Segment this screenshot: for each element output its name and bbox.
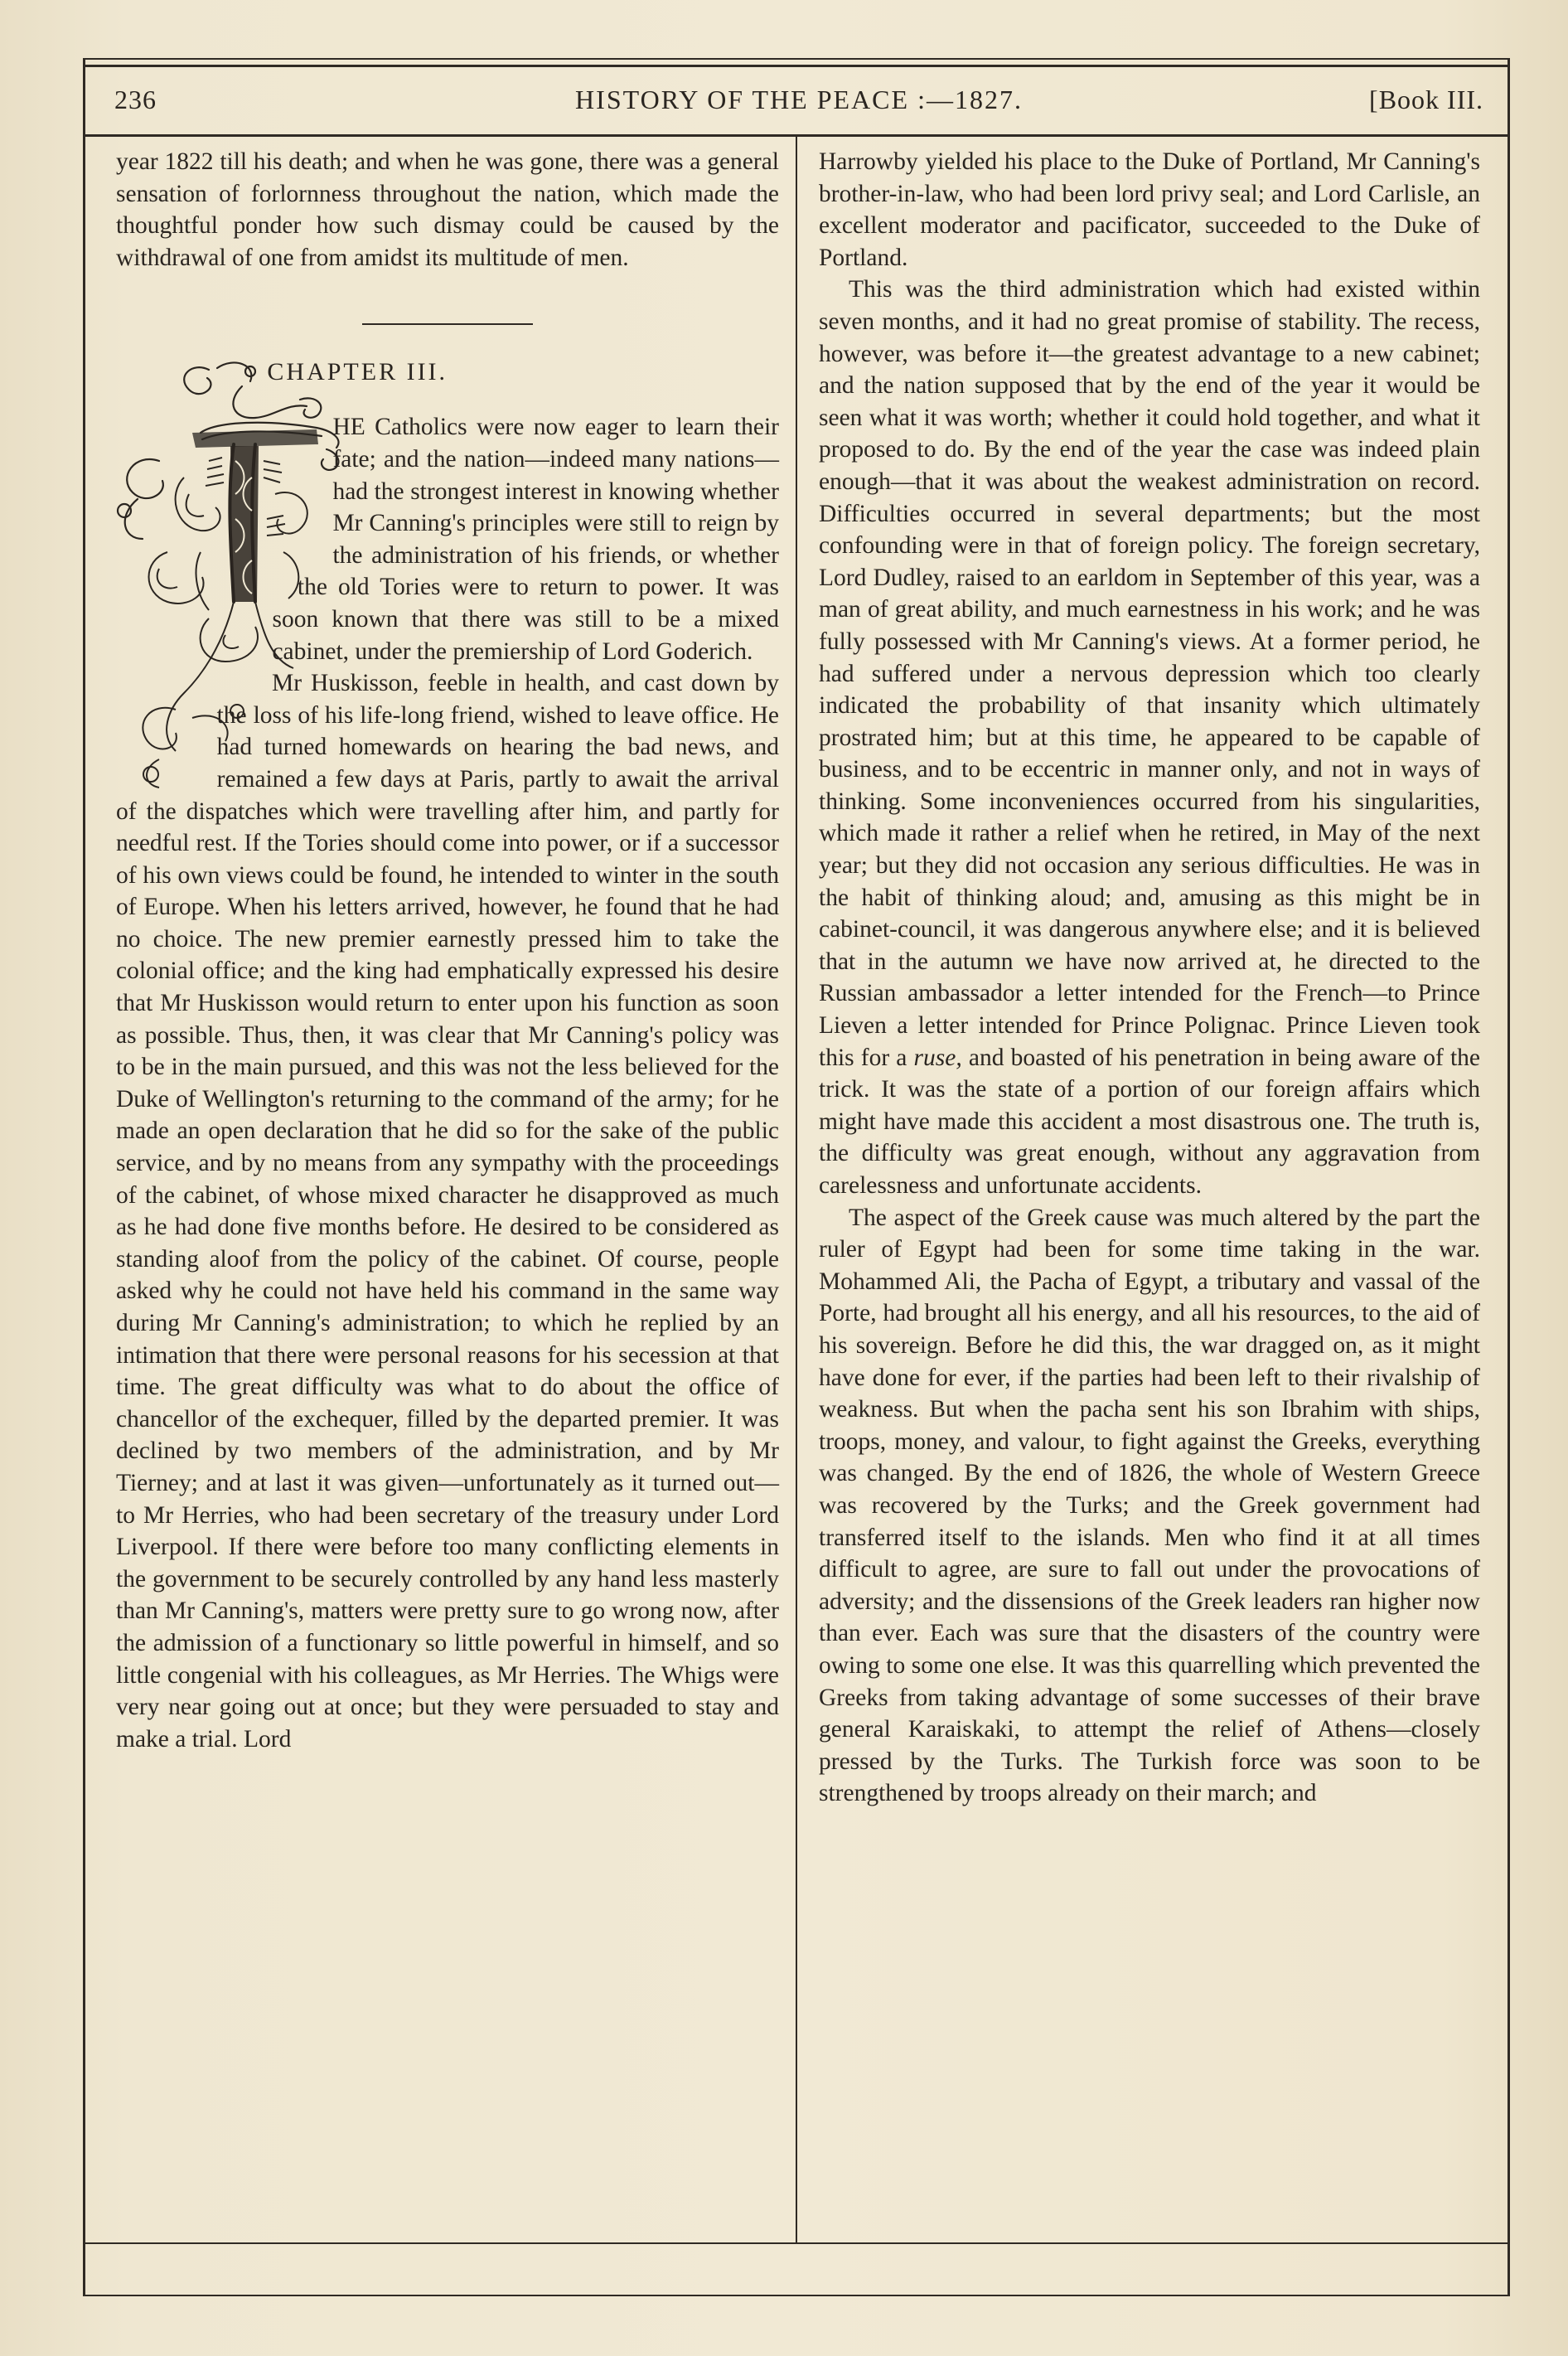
left-column bbox=[116, 146, 779, 1755]
paragraph-text: This was the third administration which had existed within seven months, and it had no great promise of stability. The recess, however, was before it—the greatest advantage to a new cabinet; and the nation supposed that by the end of the year it would be seen what it was worth; whether it could hold together, and what it proposed to do. By the end of the year the case was indeed plain enough—that it was about the weakest administration on record. Difficulties occurred in several departments; but the most confounding were in that of foreign policy. The foreign secretary, Lord Dudley, raised to an earldom in September of this year, was a man of great ability, and much earnestness in his work; and he was fully possessed with Mr Canning's views. At a former period, he had suffered under a nervous depression which too clearly indicated the probability of that insanity which ultimately prostrated him; but at this time, he appeared to be capable of business, and to be eccentric in manner only, and not in ways of thinking. Some inconveniences occurred from his singularities, which made it rather a relief when he retired, in May of the next year; but they did not occasion any serious difficulties. He was in the habit of thinking aloud; and, amusing as this might be in cabinet-council, it was dangerous anywhere else; and it is believed that in the autumn we have now arrived at, he directed to the Russian ambassador a letter intended for the French—to Prince Lieven a letter intended for Prince Polignac. Prince Lieven took this for a bbox=[819, 276, 1480, 1071]
intro-paragraph: year 1822 till his death; and when he was gone, there was a general sensation of forlornness throughout the nation, which made the thoughtful ponder how such dismay could be caused by the withdrawal of one from amidst its multitude of men. bbox=[116, 148, 779, 271]
paragraph-third-administration bbox=[819, 274, 1480, 1201]
paragraph-text-continued: and boasted of his penetration in being aware of the trick. It was the state of a portion of our foreign affairs which might have made this accident a most disastrous one. The truth is, the difficulty was great enough, without any aggravation from carelessness and unfortunate accidents. bbox=[819, 1044, 1480, 1199]
paragraph-harrowby: Harrowby yielded his place to the Duke of Portland, Mr Canning's brother-in-law, who had been lord privy seal; and Lord Carlisle, an excellent moderator and pacificator, succeeded to the Duke of Portland. bbox=[819, 148, 1480, 271]
book-label: [Book III. bbox=[1369, 85, 1483, 114]
paragraph-huskisson: Mr Huskisson, feeble in health, and cast down by the loss of his life-long friend, wished to leave office. He had turned homewards on hearing the bad news, and remained a few days at Paris, partly to await the arrival of the dispatches which were travelling after him, and partly for needful rest. If the Tories should come into power, or if a successor of his own views could be found, he intended to winter in the south of Europe. When his letters arrived, however, he found that he had no choice. The new premier earnestly pressed him to take the colonial office; and the king had emphatically expressed his desire that Mr Huskisson would return to enter upon his function as soon as possible. Thus, then, it was clear that Mr Canning's policy was to be in the main pursued, and this was not the less believed for the Duke of Wellington's returning to the command of the army; for he made an open declaration that he did so for the sake of the public service, and by no means from any sympathy with the proceedings of the cabinet, of whose mixed character he disapproved as much as he had done five months before. He desired to be considered as standing aloof from the policy of the cabinet. Of course, people asked why he could not have held his command in the same way during Mr Canning's administration; to which he replied by an intimation that there were personal reasons for his secession at that time. The great difficulty was what to do about the office of chancellor of the exchequer, filled by the departed premier. It was declined by two members of the administration, and by Mr Tierney; and at last it was given—unfortunately as it turned out—to Mr Herries, who had been secretary of the treasury under Lord Liverpool. If there were before too many conflicting elements in the government to be securely controlled by any hand less masterly than Mr Canning's, matters were pretty sure to go wrong now, after the admission of a functionary so little powerful in himself, and so little congenial with his colleagues, as Mr Herries. The Whigs were very near going out at once; but they were persuaded to stay and make a trial. Lord bbox=[116, 670, 779, 1752]
chapter-heading: CHAPTER III. bbox=[267, 358, 448, 386]
column-divider bbox=[796, 136, 797, 2242]
section-rule bbox=[362, 323, 533, 325]
page-number: 236 bbox=[114, 85, 157, 114]
right-column bbox=[819, 146, 1480, 1810]
running-header bbox=[109, 85, 1488, 128]
paragraph-greek-cause: The aspect of the Greek cause was much altered by the part the ruler of Egypt had been for some time taking in the war. Mohammed Ali, the Pacha of Egypt, a tributary and vassal of the Porte, had brought all his energy, and all his resources, to the aid of his sovereign. Before he did this, the war dragged on, as it might have done for ever, if the parties had been left to their rivalship of weakness. But when the pacha sent his son Ibrahim with ships, troops, money, and valour, to fight against the Greeks, everything was changed. By the end of 1826, the whole of Western Greece was recovered by the Turks; and the Greek government had transferred itself to the islands. Men who find it at all times difficult to agree, are sure to fall out under the provocations of adversity; and the dissensions of the Greek leaders ran higher now than ever. Each was sure that the disasters of the country were owing to some one else. It was this quarrelling which prevented the Greeks from taking advantage of some successes of their brave general Karaiskaki, to attempt the relief of Athens—closely pressed by the Turks. The Turkish force was soon to be strengthened by troops already on their march; and bbox=[819, 1204, 1480, 1807]
running-title: HISTORY OF THE PEACE :—1827. bbox=[575, 85, 1023, 114]
bottom-rule bbox=[85, 2242, 1508, 2244]
chapter-opening-text: HE Catholics were now eager to learn their fate; and the nation—indeed many nations—had the strongest interest in knowing whether Mr Canning's principles were still to reign by the administration of his friends, or whether the old Tories were to return to power. It was soon known that there was still to be a mixed cabinet, under the premiership of Lord Goderich. bbox=[272, 414, 779, 665]
italic-word: ruse, bbox=[913, 1044, 962, 1071]
chapter-opening bbox=[116, 356, 779, 667]
